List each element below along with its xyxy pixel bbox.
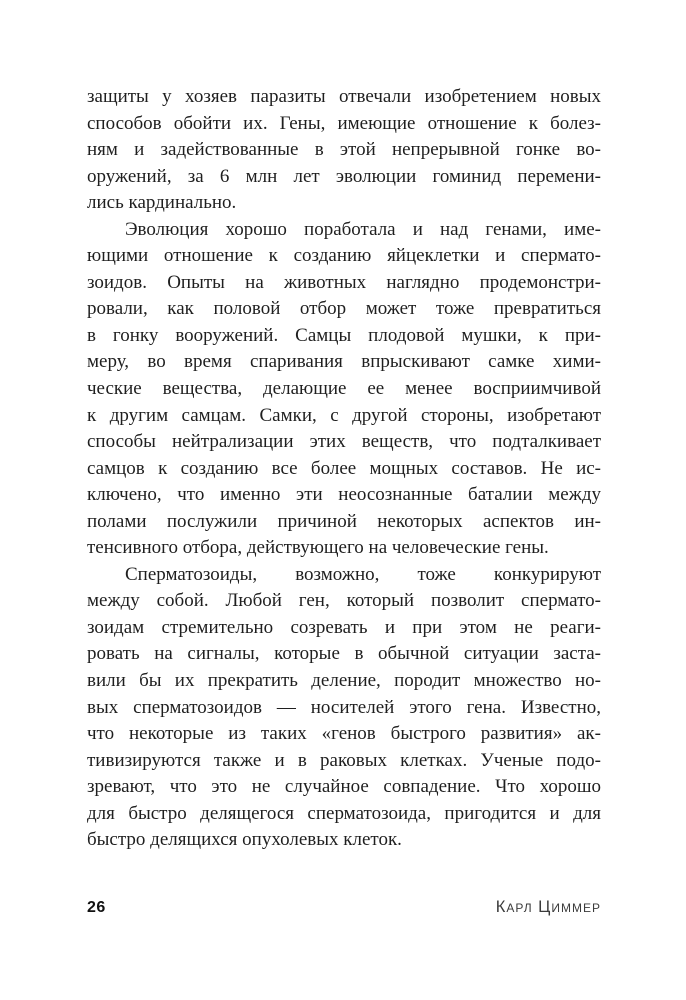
text-line: между собой. Любой ген, который позволит спермато- [87,590,601,612]
running-title-author: Карл Циммер [495,898,601,916]
text-line: Сперматозоиды, возможно, тоже конкурируют [125,563,601,585]
paragraph [87,562,601,854]
text-line: для быстро делящегося сперматозоида, пригодится и для [87,802,601,824]
text-line: зревают, что это не случайное совпадение. Что хорошо [87,776,601,798]
text-line: к другим самцам. Самки, с другой стороны, изобретают [87,404,601,426]
paragraph [87,84,601,217]
text-line: что некоторые из таких «генов быстрого развития» ак- [87,723,601,745]
paragraph [87,217,601,562]
text-line: вых сперматозоидов — носителей этого гена. Известно, [87,696,601,718]
text-line: в гонку вооружений. Самцы плодовой мушки, к при- [87,324,601,346]
text-line: меру, во время спаривания впрыскивают самке хими- [87,351,601,373]
page-footer [87,898,601,917]
text-block [87,84,601,854]
text-line: быстро делящихся опухолевых клеток. [87,829,402,851]
page-number: 26 [87,899,106,916]
text-line: ням и задействованные в этой непрерывной гонке во- [87,139,601,161]
text-line: полами послужили причиной некоторых аспектов ин- [87,510,601,532]
text-line: тивизируются также и в раковых клетках. Ученые подо- [87,749,601,771]
text-line: лись кардинально. [87,192,237,214]
text-line: зоидов. Опыты на животных наглядно продемонстри- [87,271,601,293]
text-line: ющими отношение к созданию яйцеклетки и спермато- [87,245,601,267]
text-line: способы нейтрализации этих веществ, что подталкивает [87,431,601,453]
text-line: способов обойти их. Гены, имеющие отношение к болез- [87,112,601,134]
text-line: ровать на сигналы, которые в обычной ситуации заста- [87,643,601,665]
text-line: вили бы их прекратить деление, породит множество но- [87,670,601,692]
text-line: ровали, как половой отбор может тоже превратиться [87,298,601,320]
text-line: оружений, за 6 млн лет эволюции гоминид перемени- [87,165,601,187]
text-line: зоидам стремительно созревать и при этом не реаги- [87,616,601,638]
text-line: защиты у хозяев паразиты отвечали изобретением новых [87,86,601,107]
text-line: Эволюция хорошо поработала и над генами, име- [125,218,601,240]
text-line: ческие вещества, делающие ее менее восприимчивой [87,378,601,400]
text-line: тенсивного отбора, действующего на человеческие гены. [87,537,549,559]
text-line: ключено, что именно эти неосознанные баталии между [87,484,601,506]
text-line: самцов к созданию все более мощных составов. Не ис- [87,457,601,479]
